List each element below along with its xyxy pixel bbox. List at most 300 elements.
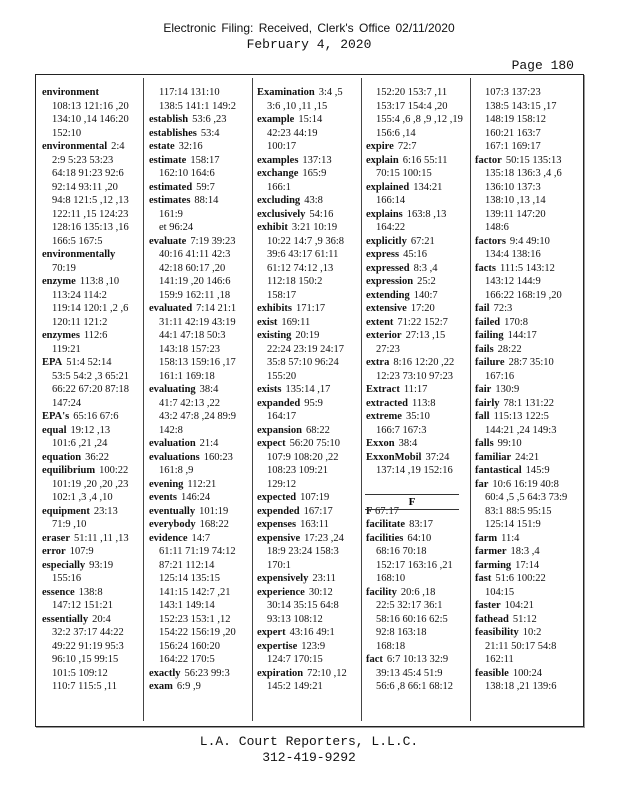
index-line: 21:11 50:17 54:8 (485, 640, 557, 652)
index-line (257, 505, 357, 519)
index-line: 39:6 43:17 61:11 (267, 249, 339, 260)
index-line (475, 532, 575, 546)
index-line (42, 586, 140, 600)
index-term: EPA's (42, 411, 70, 422)
index-line (366, 289, 466, 303)
index-line (475, 343, 575, 357)
index-reference: 134:21 (413, 181, 443, 193)
index-line (475, 667, 575, 681)
index-line (475, 572, 575, 586)
index-term: facility (366, 586, 397, 598)
index-line (257, 424, 357, 438)
index-term: explains (366, 208, 403, 220)
index-line (257, 316, 357, 330)
index-reference: 72:3 (493, 303, 513, 314)
index-line: 102:1 ,3 ,4 ,10 (52, 492, 113, 503)
index-reference: 167:17 (303, 505, 333, 517)
index-reference: 72:7 (397, 141, 417, 152)
index-reference: 101:19 (199, 505, 229, 517)
index-reference: 59:7 (196, 181, 215, 193)
index-reference: 17:23 ,24 (304, 532, 344, 544)
index-reference: 14:7 (191, 532, 211, 544)
index-line: 2:9 5:23 53:23 (52, 154, 114, 166)
index-line: 167:16 (485, 370, 515, 382)
index-term: expert (257, 627, 286, 638)
index-reference: 43:16 49:1 (289, 627, 335, 638)
index-line (366, 140, 466, 154)
index-reference: 170:8 (504, 316, 529, 328)
index-line: 136:10 137:3 (485, 181, 541, 193)
index-reference: 11:4 (501, 532, 520, 544)
index-line (257, 154, 357, 168)
index-term: feasible (475, 667, 509, 679)
index-reference: 21:4 (199, 438, 219, 449)
index-line (149, 478, 249, 492)
index-reference: 68:22 (305, 424, 330, 436)
index-reference: 107:9 (69, 546, 94, 557)
index-line: 100:17 (267, 141, 297, 152)
index-line: 113:24 114:2 (52, 289, 107, 301)
index-reference: 10:2 (522, 627, 542, 638)
index-term: fact (366, 654, 383, 665)
index-line (366, 316, 466, 330)
index-line: 41:7 42:13 ,22 (159, 397, 220, 409)
index-line: 22:24 23:19 24:17 (267, 343, 345, 355)
index-line: 138:10 ,13 ,14 (485, 195, 546, 206)
index-reference: 158:17 (190, 154, 220, 166)
index-reference: 17:20 (410, 303, 435, 314)
index-line (475, 329, 575, 343)
page-number-label: Page 180 (511, 58, 574, 73)
index-reference: 123:9 (301, 640, 326, 652)
index-term: expected (257, 492, 297, 503)
index-term: evaluation (149, 438, 196, 449)
index-reference: 20:6 ,18 (400, 586, 436, 598)
index-reference: 36:22 (85, 451, 110, 463)
index-term: estimated (149, 181, 193, 193)
index-line (42, 356, 140, 370)
index-line (257, 86, 357, 100)
index-line: 18:9 23:24 158:3 (267, 546, 339, 557)
index-line: 66:22 67:20 87:18 (52, 384, 130, 395)
index-reference: 38:4 (398, 438, 418, 449)
index-line: 83:1 88:5 95:15 (485, 505, 552, 517)
index-term: exist (257, 316, 278, 328)
index-reference: 7:14 21:1 (196, 303, 237, 314)
index-term: exterior (366, 330, 402, 341)
index-term: extracted (366, 397, 408, 409)
index-line: 155:20 (267, 370, 297, 382)
index-line: 145:2 149:21 (267, 681, 323, 692)
index-reference: 51:6 100:22 (495, 573, 546, 584)
index-line: 164:22 (376, 222, 406, 233)
reporter-company: L.A. Court Reporters, L.L.C. (199, 734, 419, 749)
index-reference: 15:14 (298, 114, 323, 125)
index-term: fails (475, 343, 494, 355)
index-line: 152:23 153:1 ,12 (159, 613, 231, 625)
index-term: exam (149, 681, 173, 692)
index-term: extending (366, 289, 410, 301)
index-line: 139:11 147:20 (485, 208, 546, 220)
index-line (366, 397, 466, 411)
index-reference: 78:1 131:22 (503, 397, 554, 409)
index-line (366, 181, 466, 195)
index-line (366, 329, 466, 343)
index-line: 87:21 112:14 (159, 559, 215, 571)
index-line: 22:5 32:17 36:1 (376, 600, 443, 611)
index-line (366, 383, 466, 397)
index-reference: 19:12 ,13 (70, 424, 111, 436)
index-line (257, 397, 357, 411)
index-term: extensive (366, 303, 407, 314)
index-line (42, 545, 140, 559)
index-term: environment (42, 87, 99, 98)
index-line: 101:19 ,20 ,20 ,23 (52, 478, 129, 490)
index-line (257, 113, 357, 127)
index-line: 152:10 (52, 127, 82, 139)
index-term: expect (257, 438, 286, 449)
index-line (475, 545, 575, 559)
index-reference: 27:13 ,15 (405, 330, 446, 341)
index-line: 53:5 54:2 ,3 65:21 (52, 370, 130, 382)
index-reference: 144:17 (507, 330, 537, 341)
hearing-date: February 4, 2020 (246, 37, 372, 52)
index-line: 138:5 141:1 149:2 (159, 100, 237, 112)
index-line (257, 437, 357, 451)
index-line (149, 235, 249, 249)
index-reference: 95:9 (304, 397, 323, 409)
index-reference: 9:4 49:10 (509, 235, 550, 247)
index-line: 164:17 (267, 411, 297, 422)
index-line: 161:9 (159, 208, 183, 220)
index-line (149, 491, 249, 505)
index-line: 70:15 100:15 (376, 168, 432, 179)
index-reference: 25:2 (417, 276, 436, 287)
index-term: fantastical (475, 465, 522, 476)
index-reference: 51:11 ,11 ,13 (73, 532, 129, 544)
reporter-phone: 312-419-9292 (262, 750, 356, 765)
index-term: faster (475, 600, 501, 611)
index-line: 39:13 45:4 51:9 (376, 667, 443, 679)
index-term: enzyme (42, 276, 76, 287)
index-reference: 137:13 (302, 154, 332, 166)
index-term: equal (42, 424, 67, 436)
index-line: 134:10 ,14 146:20 (52, 114, 129, 125)
index-line (42, 532, 140, 546)
index-reference: 6:9 ,9 (176, 681, 201, 692)
index-term: Extract (366, 384, 400, 395)
index-line (366, 532, 466, 546)
index-reference: 8:16 12:20 ,22 (393, 357, 455, 368)
index-term: events (149, 492, 177, 503)
index-line (149, 302, 249, 316)
index-term: exclusively (257, 208, 306, 220)
index-reference: 23:13 (93, 505, 118, 517)
index-term: exactly (149, 667, 181, 679)
index-reference: 23:11 (312, 573, 336, 584)
index-reference: 11:17 (403, 384, 428, 395)
index-line (475, 154, 575, 168)
index-line (42, 86, 140, 100)
index-reference: 45:16 (403, 249, 427, 260)
index-line: 158:13 159:16 ,17 (159, 357, 236, 368)
index-reference: 146:24 (181, 492, 211, 503)
index-line (366, 302, 466, 316)
index-line (257, 221, 357, 235)
index-reference: 107:19 (300, 492, 330, 503)
index-reference: 43:8 (304, 195, 323, 206)
index-line (149, 680, 249, 694)
index-line (149, 113, 249, 127)
index-reference: 28:22 (497, 343, 522, 355)
index-term: feasibility (475, 627, 519, 638)
index-term: environmental (42, 141, 108, 152)
index-term: facilities (366, 532, 404, 544)
index-line: 166:1 (267, 181, 291, 193)
index-line: 144:21 ,24 149:3 (485, 424, 557, 436)
index-term: Exxon (366, 438, 395, 449)
index-reference: 24:21 (515, 451, 540, 463)
index-line: 166:22 168:19 ,20 (485, 289, 562, 301)
index-term: expansion (257, 424, 302, 436)
index-line: 135:18 136:3 ,4 ,6 (485, 168, 562, 179)
index-reference: 113:8 ,10 (79, 276, 120, 287)
index-term: fall (475, 411, 490, 422)
index-term: expended (257, 505, 300, 517)
index-term: facts (475, 262, 496, 274)
index-term: explain (366, 154, 399, 166)
index-term: eventually (149, 505, 196, 517)
index-line: 162:11 (485, 654, 514, 665)
index-line: 147:24 (52, 397, 82, 409)
index-line: 10:22 14:7 ,9 36:8 (267, 235, 345, 247)
index-line (475, 613, 575, 627)
index-term: fairly (475, 397, 500, 409)
index-line (475, 410, 575, 424)
index-line: 143:1 149:14 (159, 600, 215, 611)
index-term: evaluating (149, 384, 196, 395)
index-line (149, 532, 249, 546)
index-term: F 67:17 (366, 505, 399, 517)
index-term: expertise (257, 640, 298, 652)
index-reference: 168:22 (199, 519, 229, 530)
index-reference: 53:4 (200, 127, 220, 139)
index-term: facilitate (366, 519, 406, 530)
index-reference: 32:16 (178, 141, 203, 152)
index-line: 104:15 (485, 586, 515, 598)
index-term: failing (475, 330, 504, 341)
index-reference: 51:4 52:14 (66, 357, 112, 368)
index-line: 64:18 91:23 92:6 (52, 168, 124, 179)
index-line: 166:7 167:3 (376, 424, 427, 436)
index-line: 143:18 157:23 (159, 343, 220, 355)
index-line (257, 532, 357, 546)
index-term: falls (475, 438, 494, 449)
index-line (149, 127, 249, 141)
index-line: 161:1 169:18 (159, 370, 215, 382)
index-line (475, 383, 575, 397)
index-line: et 96:24 (159, 222, 194, 233)
index-term: factors (475, 235, 506, 247)
index-line (42, 275, 140, 289)
index-reference: 138:8 (78, 586, 103, 598)
index-term: excluding (257, 195, 301, 206)
index-reference: 56:20 75:10 (289, 438, 341, 449)
index-term: farm (475, 532, 498, 544)
index-term: expenses (257, 519, 297, 530)
index-reference: 8:3 ,4 (413, 262, 438, 274)
index-line: 153:17 154:4 ,20 (376, 100, 448, 112)
index-line (475, 626, 575, 640)
index-line: 125:14 135:15 (159, 573, 220, 584)
index-reference: 53:6 ,23 (192, 114, 227, 125)
index-line (42, 424, 140, 438)
index-line (257, 167, 357, 181)
index-line: 108:23 109:21 (267, 465, 328, 476)
index-line: 152:20 153:7 ,11 (376, 87, 448, 98)
index-line (366, 235, 466, 249)
index-reference: 6:16 55:11 (402, 154, 448, 166)
index-term: failed (475, 316, 501, 328)
index-term: extreme (366, 411, 402, 422)
index-line: 31:11 42:19 43:19 (159, 316, 236, 328)
index-term: enzymes (42, 330, 80, 341)
index-line (366, 437, 466, 451)
index-term: environmentally (42, 249, 116, 260)
index-reference: 7:19 39:23 (190, 235, 236, 247)
index-term: equation (42, 451, 82, 463)
index-line: 92:8 163:18 (376, 627, 427, 638)
index-line: 117:14 131:10 (159, 87, 220, 98)
section-letter-f: F (365, 494, 459, 510)
index-line: 56:6 ,8 66:1 68:12 (376, 681, 454, 692)
index-term: expire (366, 141, 394, 152)
index-reference: 100:22 (99, 465, 129, 476)
index-reference: 165:9 (302, 168, 327, 179)
index-line (475, 451, 575, 465)
index-line (42, 329, 140, 343)
index-line (257, 640, 357, 654)
index-line: 101:6 ,21 ,24 (52, 438, 108, 449)
index-line (149, 194, 249, 208)
index-line: 148:19 158:12 (485, 114, 546, 125)
index-line (149, 451, 249, 465)
index-line (366, 653, 466, 667)
index-line: 61:11 71:19 74:12 (159, 546, 236, 557)
index-term: essence (42, 586, 75, 598)
index-line: 162:10 164:6 (159, 168, 215, 179)
index-line: 44:1 47:18 50:3 (159, 330, 226, 341)
index-line (42, 505, 140, 519)
index-term: extent (366, 316, 394, 328)
index-line (149, 437, 249, 451)
index-term: evidence (149, 532, 188, 544)
index-reference: 28:7 35:10 (508, 357, 554, 368)
index-line (42, 613, 140, 627)
index-line (366, 154, 466, 168)
index-term: factor (475, 154, 502, 166)
index-column-1 (42, 86, 140, 694)
index-reference: 56:23 99:3 (184, 667, 230, 679)
index-reference: 171:17 (296, 303, 326, 314)
index-line: 110:7 115:5 ,11 (52, 681, 118, 692)
index-line: 128:16 135:13 ,16 (52, 222, 129, 233)
index-column-4 (366, 86, 466, 694)
index-term: expanded (257, 397, 301, 409)
index-line (149, 667, 249, 681)
index-line: 124:7 170:15 (267, 654, 323, 665)
index-line: 32:2 37:17 44:22 (52, 627, 124, 638)
index-line: 40:16 41:11 42:3 (159, 249, 231, 260)
index-reference: 104:21 (504, 600, 534, 611)
index-line (475, 437, 575, 451)
index-line (475, 397, 575, 411)
index-line (366, 586, 466, 600)
index-line (149, 383, 249, 397)
index-term: Examination (257, 87, 315, 98)
index-line: 167:1 169:17 (485, 141, 541, 152)
index-line: 168:18 (376, 640, 406, 652)
index-line: 138:18 ,21 139:6 (485, 681, 557, 692)
index-term: far (475, 478, 489, 490)
index-reference: 50:15 135:13 (505, 154, 562, 166)
index-line: 96:10 ,15 99:15 (52, 654, 119, 665)
index-reference: 64:10 (407, 532, 432, 544)
index-column-2 (149, 86, 249, 694)
index-reference: 163:8 ,13 (406, 208, 447, 220)
index-term: expensively (257, 573, 309, 584)
index-term: example (257, 114, 295, 125)
index-line: 155:16 (52, 573, 82, 584)
index-line: 143:12 144:9 (485, 276, 541, 287)
index-reference: 115:13 122:5 (493, 411, 549, 422)
index-line: 49:22 91:19 95:3 (52, 640, 124, 652)
index-reference: 163:11 (300, 519, 329, 530)
index-term: expression (366, 276, 414, 287)
index-term: EPA (42, 357, 63, 368)
index-line: 92:14 93:11 ,20 (52, 181, 118, 193)
index-line: 141:19 ,20 146:6 (159, 276, 231, 287)
index-line: 42:18 60:17 ,20 (159, 262, 226, 274)
index-line: 70:19 (52, 262, 76, 274)
index-reference: 51:12 (512, 613, 537, 625)
index-line: 129:12 (267, 478, 297, 490)
index-line (475, 302, 575, 316)
index-line (257, 572, 357, 586)
index-line: 141:15 142:7 ,21 (159, 586, 231, 598)
index-line: 137:14 ,19 152:16 (376, 465, 453, 476)
index-line: 12:23 73:10 97:23 (376, 370, 454, 382)
index-term: error (42, 546, 66, 557)
index-line: 112:18 150:2 (267, 276, 323, 287)
index-term: essentially (42, 613, 89, 625)
index-line (257, 586, 357, 600)
index-line: 122:11 ,15 124:23 (52, 208, 129, 220)
index-term: evaluated (149, 303, 193, 314)
index-reference: 169:11 (281, 316, 311, 328)
index-reference: 20:19 (295, 330, 320, 341)
index-term: experience (257, 586, 305, 598)
index-reference: 3:4 ,5 (318, 87, 343, 98)
index-term: expiration (257, 667, 304, 679)
index-term: expensive (257, 532, 301, 544)
index-line (366, 356, 466, 370)
index-line: 156:6 ,14 (376, 127, 416, 139)
index-reference: 20:4 (92, 613, 111, 625)
index-line: 108:13 121:16 ,20 (52, 100, 129, 112)
index-term: exhibit (257, 222, 288, 233)
index-term: existing (257, 330, 292, 341)
